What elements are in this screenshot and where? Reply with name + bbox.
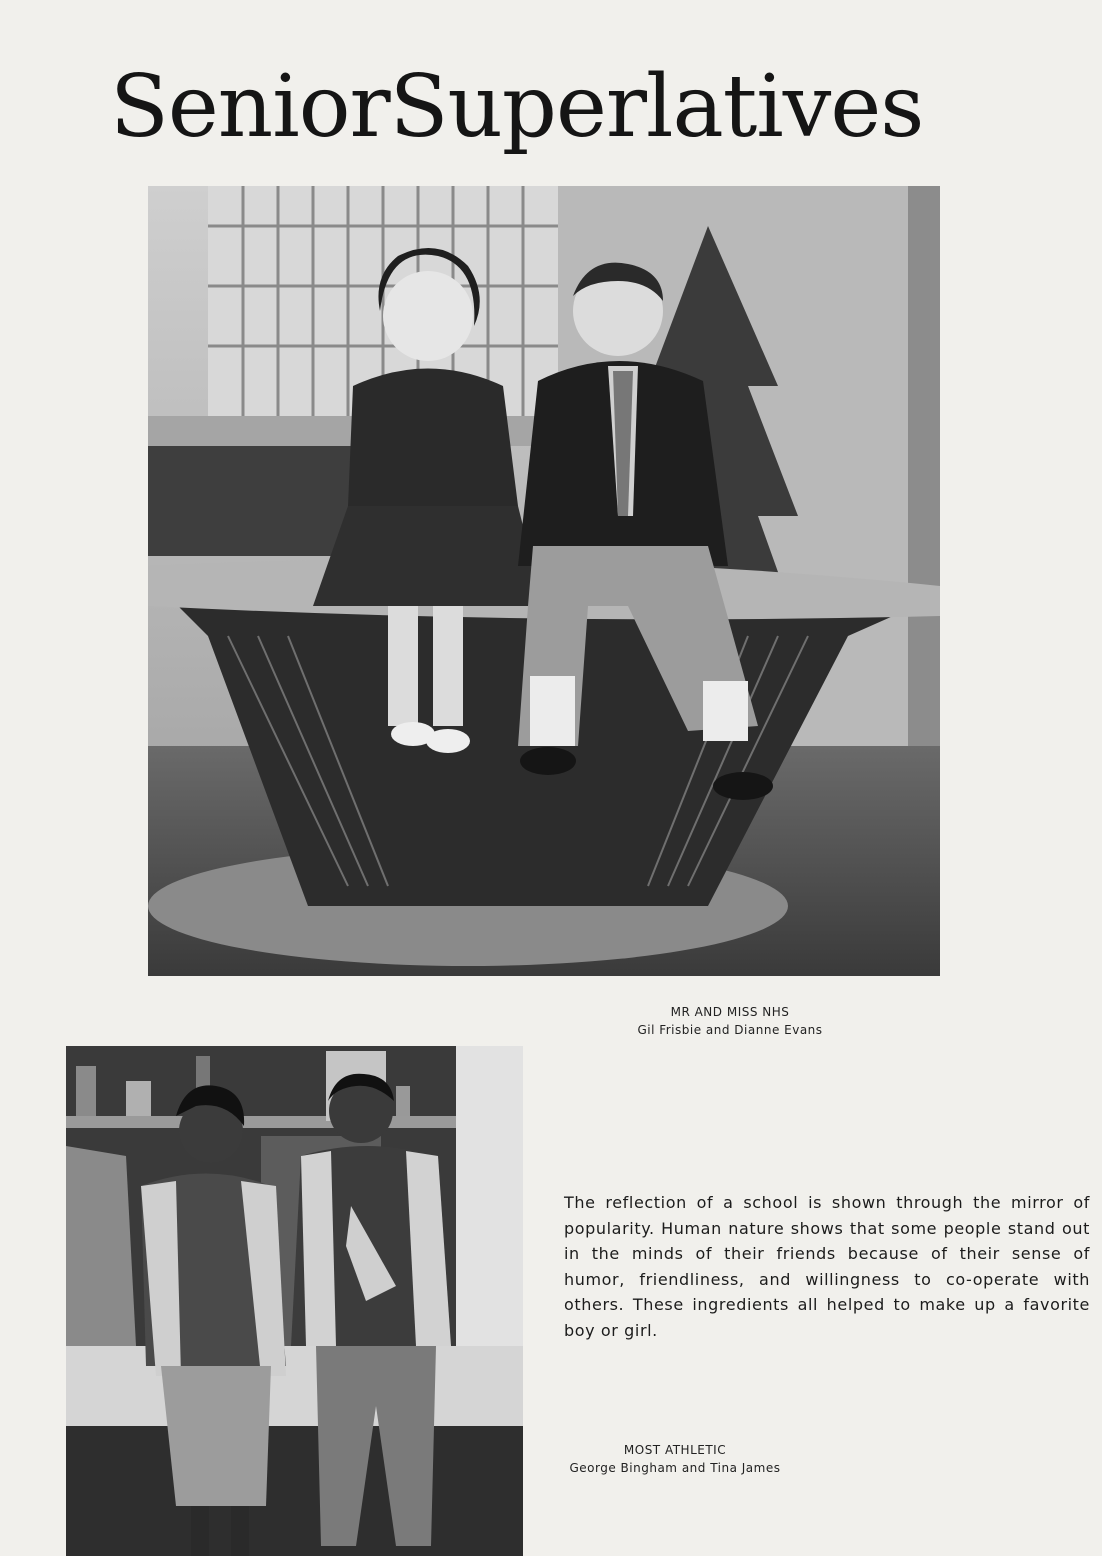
photo-most-athletic bbox=[66, 1046, 523, 1556]
caption-names: Gil Frisbie and Dianne Evans bbox=[637, 1023, 823, 1037]
photo-mr-and-miss-nhs-image bbox=[148, 186, 940, 976]
page-title: SeniorSuperlatives bbox=[110, 57, 924, 157]
caption-names: George Bingham and Tina James bbox=[569, 1461, 781, 1475]
caption-mr-and-miss-nhs bbox=[600, 1003, 860, 1039]
photo-mr-and-miss-nhs bbox=[148, 186, 940, 976]
caption-most-athletic bbox=[545, 1441, 805, 1477]
photo-most-athletic-image bbox=[66, 1046, 523, 1556]
body-paragraph: The reflection of a school is shown through the mirror of popularity. Human nature shows that some people stand out in the minds of their friends because of their sense of humor, friendliness, and willingness to co-operate with others. These ingredients all helped to make up a favorite boy or girl. bbox=[564, 1193, 1090, 1340]
caption-title: MR AND MISS NHS bbox=[670, 1005, 790, 1019]
caption-title: MOST ATHLETIC bbox=[623, 1443, 727, 1457]
